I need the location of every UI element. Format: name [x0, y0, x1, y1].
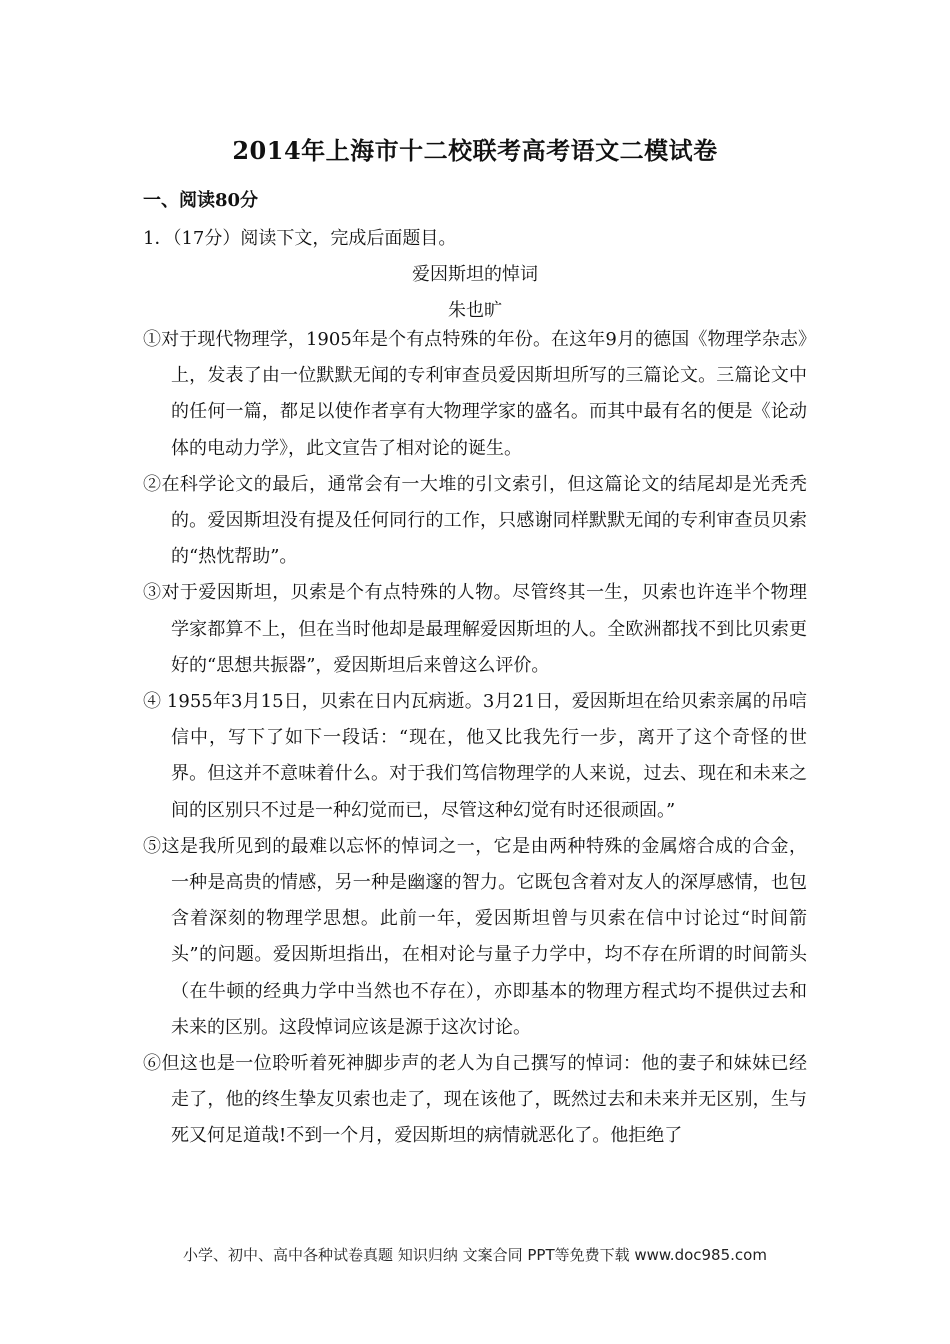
page-footer: 小学、初中、高中各种试卷真题 知识归纳 文案合同 PPT等免费下载 www.doc985.com	[183, 1246, 767, 1264]
section-heading: 一、阅读80分	[143, 190, 259, 211]
article-title: 爱因斯坦的悼词	[412, 264, 538, 285]
paragraph-3: ③对于爱因斯坦，贝索是个有点特殊的人物。尽管终其一生，贝索也许连半个物理学家都算不上，但在当时他却是最理解爱因斯坦的人。全欧洲都找不到比贝索更好的“思想共振器”，爱因斯坦后来曾这么评价。	[143, 582, 807, 676]
paragraph-2: ②在科学论文的最后，通常会有一大堆的引文索引，但这篇论文的结尾却是光秃秃的。爱因斯坦没有提及任何同行的工作，只感谢同样默默无闻的专利审查员贝索的“热忱帮助”。	[143, 473, 807, 568]
paragraph-1: ①对于现代物理学，1905年是个有点特殊的年份。在这年9月的德国《物理学杂志》上，发表了由一位默默无闻的专利审查员爱因斯坦所写的三篇论文。三篇论文中的任何一篇，都足以使作者享有大物理学家的盛名。而其中最有名的便是《论动体的电动力学》，此文宣告了相对论的诞生。	[143, 329, 807, 459]
paragraph-4: ④ 1955年3月15日，贝索在日内瓦病逝。3月21日，爱因斯坦在给贝索亲属的吊唁信中，写下了如下一段话：“现在，他又比我先行一步，离开了这个奇怪的世界。但这并不意味着什么。对于我们笃信物理学的人来说，过去、现在和未来之间的区别只不过是一种幻觉而已，尽管这种幻觉有时还很顽固。”	[143, 691, 807, 821]
article-body	[143, 322, 807, 1155]
paragraph-5: ⑤这是我所见到的最难以忘怀的悼词之一，它是由两种特殊的金属熔合成的合金，一种是高贵的情感，另一种是幽邃的智力。它既包含着对友人的深厚感情，也包含着深刻的物理学思想。此前一年，爱因斯坦曾与贝索在信中讨论过“时间箭头”的问题。爱因斯坦指出，在相对论与量子力学中，均不存在所谓的时间箭头（在牛顿的经典力学中当然也不存在），亦即基本的物理方程式均不提供过去和未来的区别。这段悼词应该是源于这次讨论。	[143, 835, 807, 1038]
paragraph-6: ⑥但这也是一位聆听着死神脚步声的老人为自己撰写的悼词：他的妻子和妹妹已经走了，他的终生挚友贝索也走了，现在该他了，既然过去和未来并无区别，生与死又何足道哉!不到一个月，爱因斯坦的病情就恶化了。他拒绝了	[143, 1053, 807, 1147]
page-title: 2014年上海市十二校联考高考语文二模试卷	[232, 136, 718, 165]
article-author: 朱也旷	[448, 300, 502, 321]
question-prompt: 1．（17分）阅读下文，完成后面题目。	[143, 228, 457, 249]
